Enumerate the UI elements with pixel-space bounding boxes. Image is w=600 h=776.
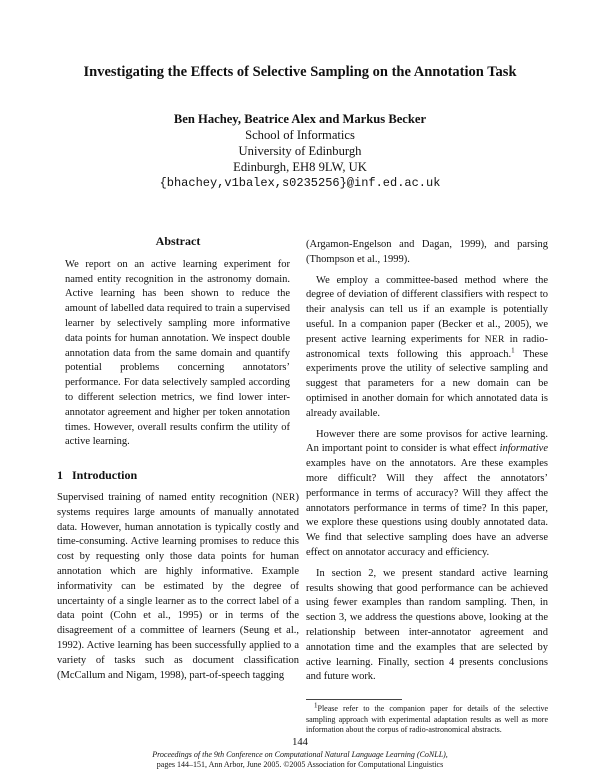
text-run: These experiments prove the utility of selective sampling and suggest that parameters for a new domain can be optimised in another domain for which annotated data is already available.	[306, 348, 548, 419]
paragraph	[306, 428, 548, 561]
paper-title: Investigating the Effects of Selective Sampling on the Annotation Task	[83, 64, 517, 80]
abstract-text: We report on an active learning experiment for named entity recognition in the astronomy domain. Active learning has been shown to reduce the amount of labelled data required to train a supervised learner by selectively sampling more informative data points for human annotation. We inspect double annotation data from the same domain and quantify potential problems concerning annotators’ performance. For data selectively sampled according to different selection metrics, we find lower inter-annotator agreement and higher per token annotation times. However, overall results confirm the utility of active learning.	[65, 258, 290, 448]
section-heading-introduction	[57, 468, 299, 483]
emphasis: informative	[499, 443, 548, 455]
footnote-divider	[306, 699, 402, 700]
text-run: in radio-astronomical texts following this approach.	[306, 333, 548, 360]
text-run: We employ a committee-based method where the degree of deviation of different classifiers with respect to their analysis can tell us if an example is potentially useful. In a companion paper (Becker et al., 2005), we present active learning experiments for	[306, 274, 548, 345]
author-emails: {bhachey,v1balex,s0235256}@inf.ed.ac.uk	[159, 176, 441, 190]
footnote	[306, 701, 548, 736]
pages-line: pages 144–151, Ann Arbor, June 2005. ©2005 Association for Computational Linguistics	[156, 760, 444, 769]
section-title: Introduction	[72, 468, 138, 483]
university: University of Edinburgh	[238, 144, 362, 158]
paragraph: In section 2, we present standard active learning results showing that good performance can be achieved using fewer examples than random sampling. Then, in section 3, we address the questions above, looking at the relationship between inter-annotator agreement and annotation time and the examples that are selected by active learning. Finally, section 4 presents conclusions and future work.	[306, 567, 548, 683]
acronym: NER	[484, 334, 505, 345]
abstract-heading: Abstract	[155, 234, 201, 248]
intro-paragraph	[57, 491, 299, 683]
footnote-text: Please refer to the companion paper for details of the selective sampling approach with experimental adaptation results as well as more information about the corpus of radio-astronomical abstracts.	[306, 704, 548, 735]
author-names: Ben Hachey, Beatrice Alex and Markus Becker	[173, 112, 427, 126]
text-run: Supervised training of named entity recognition (	[57, 491, 276, 503]
acronym: NER	[275, 492, 296, 503]
affiliation: School of Informatics	[245, 128, 355, 142]
footnote-marker: 1	[511, 346, 515, 355]
paragraph: (Argamon-Engelson and Dagan, 1999), and parsing (Thompson et al., 1999).	[306, 239, 548, 265]
address: Edinburgh, EH8 9LW, UK	[233, 160, 367, 174]
text-run: examples have on the annotators. Are these examples more difficult? Will they affect the annotators’ performance in terms of accuracy? Will they affect the annotators performance in terms of time? In this paper, we explore these questions using doubly annotated data. We find that selective sampling does have an adverse effect on annotator accuracy and efficiency.	[306, 458, 548, 558]
author-block	[100, 111, 500, 191]
section-number: 1	[57, 468, 63, 483]
proceedings-line: Proceedings of the 9th Conference on Computational Natural Language Learning (CoNLL),	[152, 750, 448, 759]
footnote-marker: 1	[314, 701, 318, 710]
right-column	[306, 238, 548, 736]
text-run: However there are some provisos for active learning. An important point to consider is what effect	[306, 428, 548, 455]
text-run: ) systems requires large amounts of manually annotated data. However, human annotation is typically costly and time-consuming. Active learning promises to reduce this cost by requesting only those data points for human annotation which are highly informative. Example informativity can be estimated by the degree of uncertainty of a single learner as to the correct label of a data point (Cohn et al., 1995) or in terms of the disagreement of a committee of learners (Seung et al., 1992). Active learning has been successfully applied to a variety of tasks such as document classification (McCallum and Nigam, 1998), part-of-speech tagging	[57, 491, 299, 681]
paragraph	[306, 274, 548, 422]
page-number: 144	[292, 737, 308, 748]
left-column	[57, 234, 299, 683]
proceedings-footer	[0, 750, 600, 770]
